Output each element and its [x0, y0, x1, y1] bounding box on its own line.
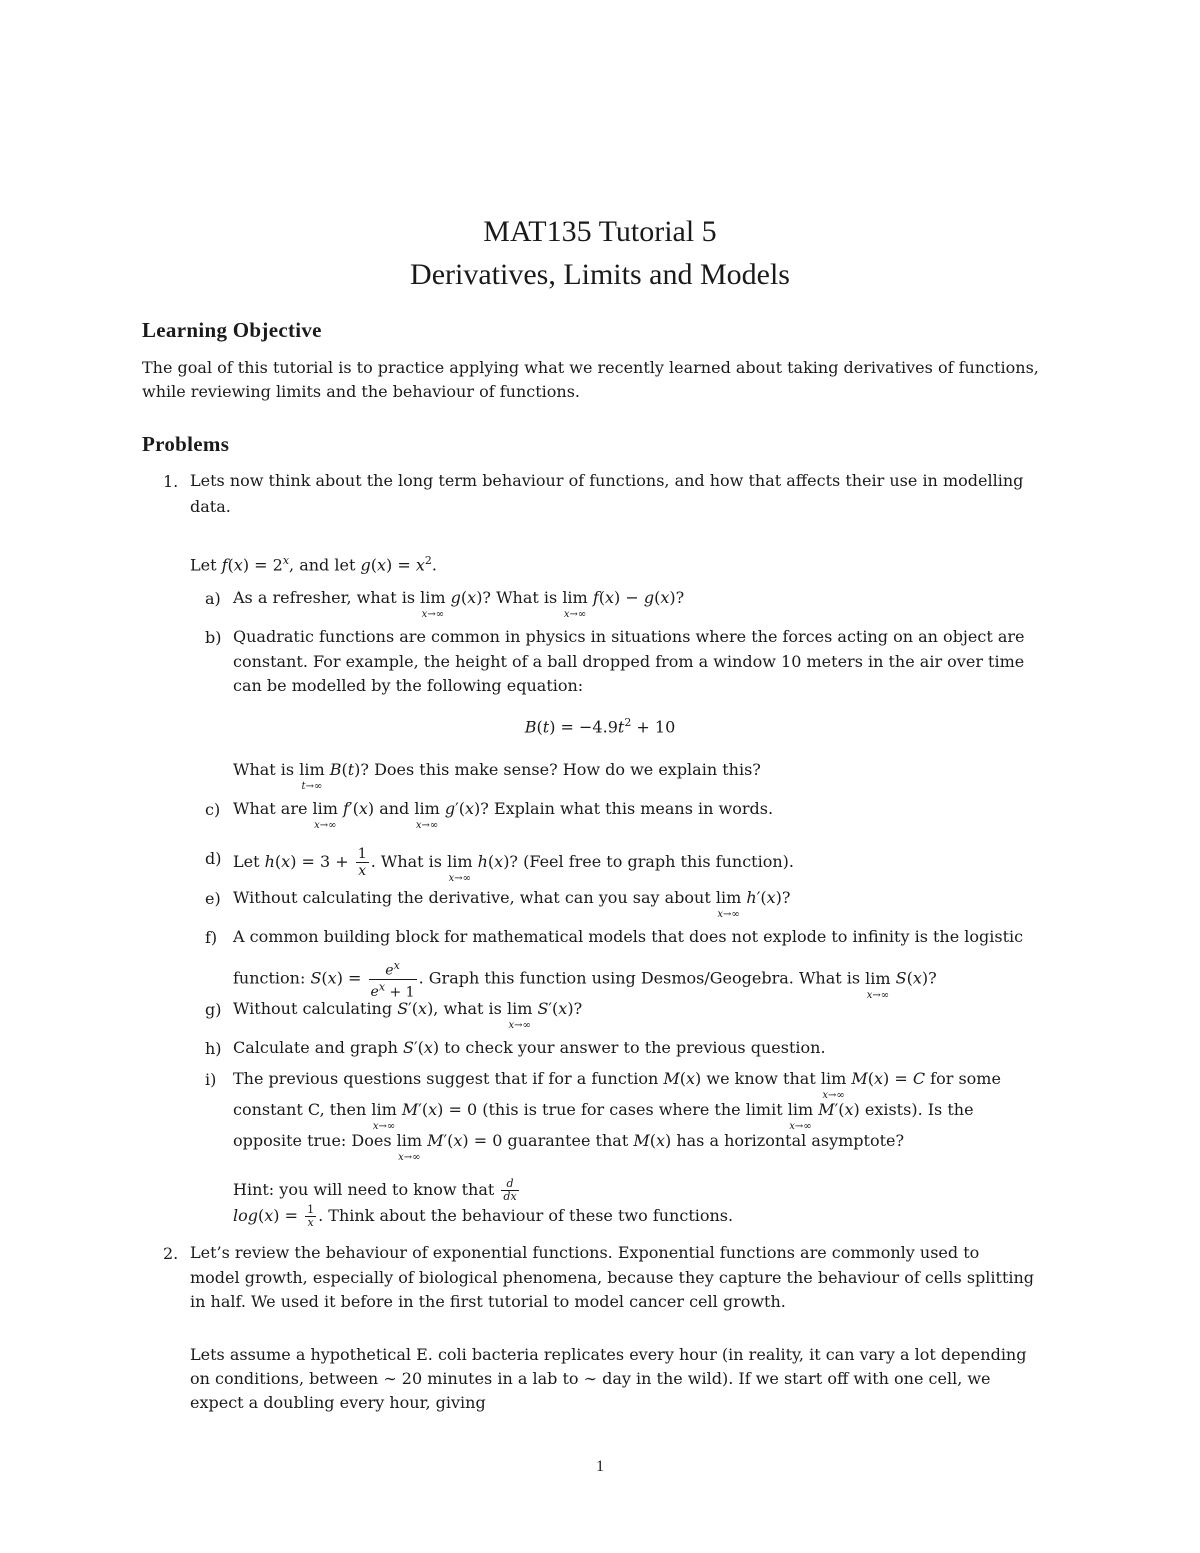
- part-i-line-1: The previous questions suggest that if for a function M(x) we know that lim x→∞ M(x) = C for some: [233, 1069, 1001, 1101]
- doc-subtitle: Derivatives, Limits and Models: [410, 258, 790, 291]
- problem-1-line-2: data.: [190, 497, 231, 516]
- part-b-line-2: constant. For example, the height of a ball dropped from a window 10 meters in the air over time: [233, 652, 1025, 671]
- part-b-label: b): [205, 628, 222, 647]
- problem-2-line-2: model growth, especially of biological phenomena, because they capture the behaviour of cells splitting: [190, 1268, 1035, 1287]
- part-i-label: i): [205, 1070, 217, 1089]
- ball-height-equation: $B(t) = -4.9t^2 + 10$: [524, 716, 676, 737]
- part-a-text: As a refresher, what is lim x→∞ g(x)? What is lim x→∞ f(x) − g(x)?: [233, 588, 685, 620]
- part-e-text: Without calculating the derivative, what can you say about lim x→∞ h′(x)?: [233, 888, 791, 920]
- part-h-text: Calculate and graph S′(x) to check your answer to the previous question.: [233, 1038, 826, 1057]
- problem-2-number: 2.: [163, 1244, 179, 1263]
- part-e-label: e): [205, 889, 221, 908]
- problem-2-para2-line-3: expect a doubling every hour, giving: [190, 1393, 486, 1412]
- part-g-text: Without calculating S′(x), what is lim x→∞ S′(x)?: [233, 999, 583, 1031]
- objective-line-2: while reviewing limits and the behaviour of functions.: [142, 382, 580, 401]
- part-f-label: f): [205, 928, 218, 947]
- doc-title: MAT135 Tutorial 5: [483, 215, 717, 248]
- part-b-question: What is lim t→∞ B(t)? Does this make sense? How do we explain this?: [233, 760, 761, 792]
- problem-2-para2-line-1: Lets assume a hypothetical E. coli bacteria replicates every hour (in reality, it can vary a lot depending: [190, 1345, 1027, 1364]
- problem-2-para2-line-2: on conditions, between ∼ 20 minutes in a lab to ∼ day in the wild). If we start off with one cell, we: [190, 1369, 991, 1388]
- problem-2-line-1: Let’s review the behaviour of exponential functions. Exponential functions are commonly used to: [190, 1243, 980, 1262]
- part-c-text: What are lim x→∞ f′(x) and lim x→∞ g′(x)? Explain what this means in words.: [233, 799, 774, 831]
- part-d-label: d): [205, 849, 222, 868]
- problem-2-line-3: in half. We used it before in the first tutorial to model cancer cell growth.: [190, 1292, 786, 1311]
- part-b-line-3: can be modelled by the following equation:: [233, 676, 584, 695]
- problems-heading: Problems: [142, 432, 230, 456]
- part-b-line-1: Quadratic functions are common in physics in situations where the forces acting on an object are: [233, 627, 1025, 646]
- part-i-hint-1: Hint: you will need to know that $\frac{d}{dx}$: [233, 1177, 517, 1203]
- part-c-label: c): [205, 800, 221, 819]
- part-i-hint-2: log(x) = $\frac{1}{x}$ . Think about the behaviour of these two functions.: [233, 1203, 734, 1229]
- page-number: 1: [596, 1458, 604, 1475]
- part-a-label: a): [205, 589, 221, 608]
- part-f-line-2: function: S(x) = $\frac{e^x}{e^x + 1}$ . Graph this function using Desmos/Geogebra. What is lim x→∞ S(x)?: [233, 959, 937, 1001]
- part-i-line-3: opposite true: Does lim x→∞ M′(x) = 0 guarantee that M(x) has a horizontal asymptote?: [233, 1131, 905, 1163]
- problem-1-line-1: Lets now think about the long term behaviour of functions, and how that affects their use in modelling: [190, 471, 1024, 490]
- part-i-line-2: constant C, then lim x→∞ M′(x) = 0 (this is true for cases where the limit lim x→∞ M′(x) exists). Is the: [233, 1100, 974, 1132]
- part-g-label: g): [205, 1000, 222, 1019]
- part-h-label: h): [205, 1039, 222, 1058]
- part-f-line-1: A common building block for mathematical models that does not explode to infinity is the logistic: [233, 927, 1024, 946]
- part-d-text: Let h(x) = 3 + $\frac{1}{x}$ . What is lim x→∞ h(x)? (Feel free to graph this function).: [233, 846, 794, 884]
- objective-line-1: The goal of this tutorial is to practice applying what we recently learned about taking derivatives of functions,: [142, 358, 1039, 377]
- problem-1-setup: Let $f(x) = 2^x$, and let $g(x) = x^2$.: [190, 554, 437, 575]
- problem-1-number: 1.: [163, 472, 179, 491]
- learning-objective-heading: Learning Objective: [142, 318, 322, 342]
